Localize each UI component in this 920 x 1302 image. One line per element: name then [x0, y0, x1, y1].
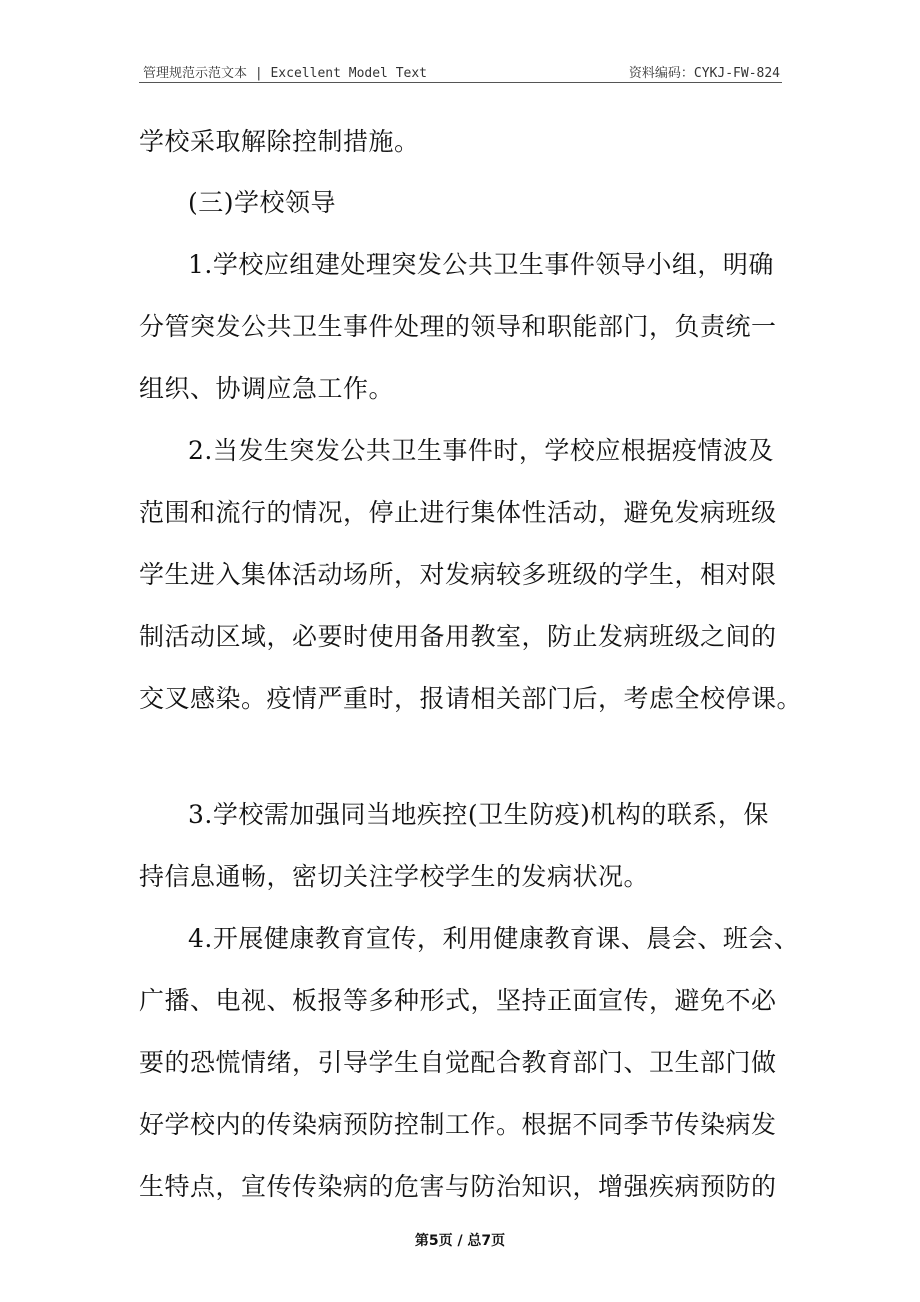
page-header	[139, 62, 782, 82]
header-doc-code: 资料编码：CYKJ-FW-824	[628, 66, 780, 81]
body-line: 生特点，宣传传染病的危害与防治知识，增强疾病预防的	[139, 1172, 777, 1201]
body-line: 1.学校应组建处理突发公共卫生事件领导小组，明确	[188, 250, 774, 279]
body-line: 好学校内的传染病预防控制工作。根据不同季节传染病发	[139, 1110, 777, 1139]
body-line: 学生进入集体活动场所，对发病较多班级的学生，相对限	[139, 560, 777, 589]
body-line: 2.当发生突发公共卫生事件时，学校应根据疫情波及	[188, 436, 774, 465]
body-line: 范围和流行的情况，停止进行集体性活动，避免发病班级	[139, 498, 777, 527]
header-divider	[139, 82, 782, 83]
section-heading: (三)学校领导	[188, 188, 337, 217]
body-line: 组织、协调应急工作。	[139, 374, 395, 403]
body-line: 3.学校需加强同当地疾控(卫生防疫)机构的联系，保	[188, 800, 769, 829]
body-line: 交叉感染。疫情严重时，报请相关部门后，考虑全校停课。	[139, 684, 803, 713]
body-line: 广播、电视、板报等多种形式，坚持正面宣传，避免不必	[139, 986, 777, 1015]
body-line: 分管突发公共卫生事件处理的领导和职能部门，负责统一	[139, 312, 777, 341]
header-doc-type: 管理规范示范文本 | Excellent Model Text	[143, 66, 428, 81]
body-line: 要的恐慌情绪，引导学生自觉配合教育部门、卫生部门做	[139, 1048, 777, 1077]
body-line: 制活动区域，必要时使用备用教室，防止发病班级之间的	[139, 622, 777, 651]
body-line: 持信息通畅，密切关注学校学生的发病状况。	[139, 862, 650, 891]
page-number: 第5页 / 总7页	[414, 1233, 506, 1249]
body-line: 学校采取解除控制措施。	[139, 127, 420, 156]
body-line: 4.开展健康教育宣传，利用健康教育课、晨会、班会、	[188, 924, 800, 953]
